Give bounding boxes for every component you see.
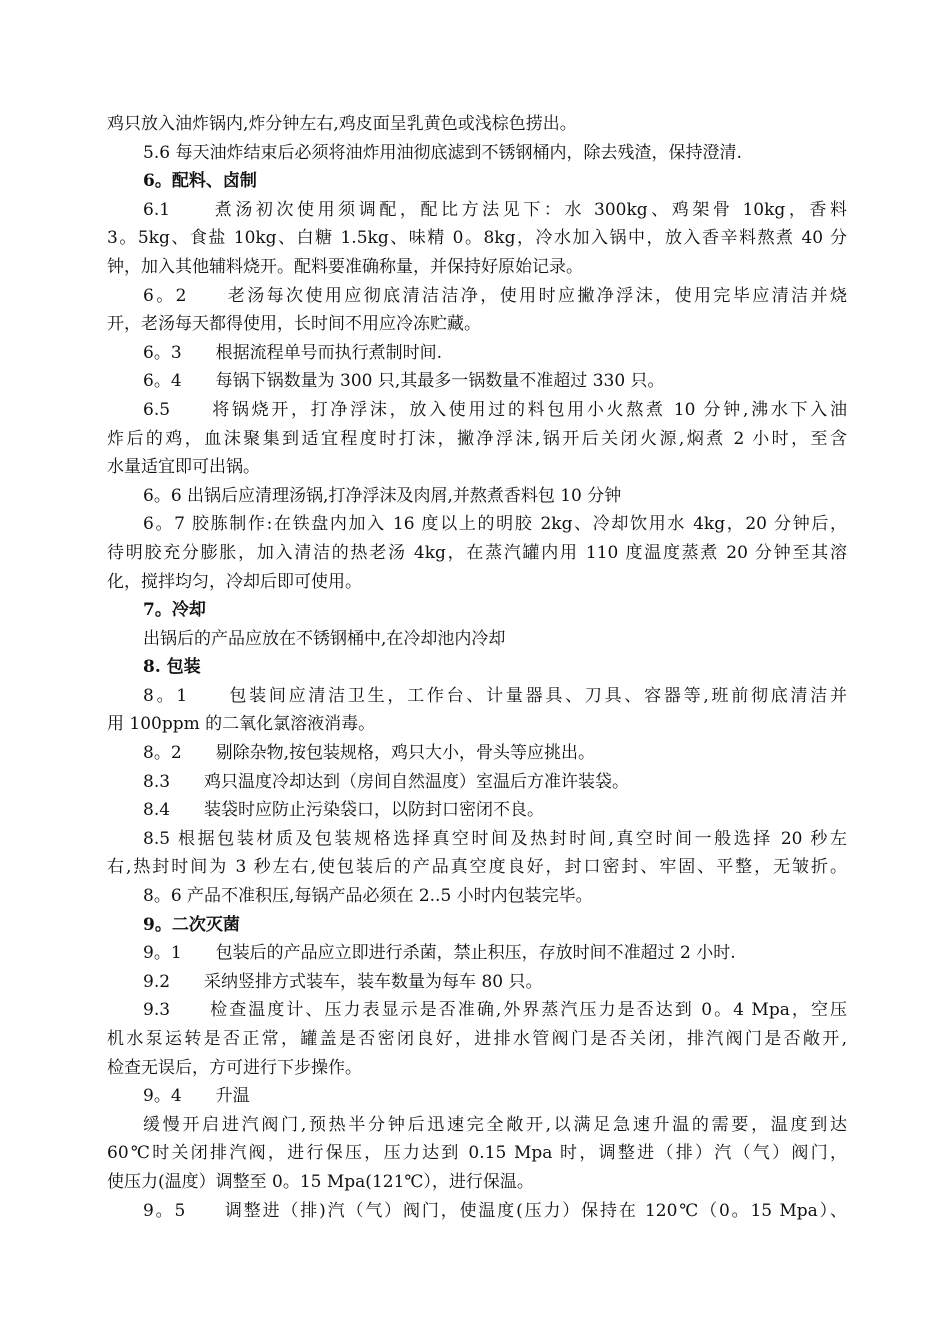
text-line: 8.3 鸡只温度冷却达到（房间自然温度）室温后方准许装袋。 (143, 771, 630, 792)
text-line: 9。5 调整进（排)汽（气）阀门，使温度(压力）保持在 120℃（0。15 Mpa）、 (143, 1200, 847, 1221)
text-line: 8.4 装袋时应防止污染袋口，以防封口密闭不良。 (143, 800, 545, 821)
text-line: 9.3 检查温度计、压力表显示是否准确,外界蒸汽压力是否达到 0。4 Mpa，空压 (143, 1000, 847, 1021)
text-line: 8。1 包装间应清洁卫生，工作台、计量器具、刀具、容器等,班前彻底清洁并 (143, 685, 847, 706)
text-line: 6。2 老汤每次使用应彻底清洁洁净，使用时应撇净浮沫，使用完毕应清洁并烧 (143, 285, 847, 306)
text-line: 9。4 升温 (143, 1086, 250, 1107)
text-line: 6。4 每锅下锅数量为 300 只,其最多一锅数量不准超过 330 只。 (143, 371, 665, 392)
text-line: 8。6 产品不准积压,每锅产品必须在 2..5 小时内包装完毕。 (143, 886, 593, 907)
text-line: 6.1 煮汤初次使用须调配，配比方法见下：水 300kg、鸡架骨 10kg，香料 (143, 199, 847, 220)
text-line: 右,热封时间为 3 秒左右,使包装后的产品真空度良好，封口密封、牢固、平整，无皱折。 (107, 857, 847, 878)
text-line: 水量适宜即可出锅。 (107, 457, 260, 478)
text-line: 机水泵运转是否正常，罐盖是否密闭良好，进排水管阀门是否关闭，排汽阀门是否敞开, (107, 1029, 847, 1049)
text-line: 缓慢开启进汽阀门,预热半分钟后迅速完全敞开,以满足急速升温的需要，温度到达 (143, 1114, 847, 1135)
text-line: 8。2 剔除杂物,按包装规格，鸡只大小，骨头等应挑出。 (143, 743, 596, 764)
text-line: 待明胶充分膨胀，加入清洁的热老汤 4kg，在蒸汽罐内用 110 度温度蒸煮 20 分钟至其溶 (107, 542, 847, 563)
text-line: 6。6 出锅后应清理汤锅,打净浮沫及肉屑,并熬煮香料包 10 分钟 (143, 485, 622, 506)
text-line: 化，搅拌均匀，冷却后即可使用。 (107, 571, 362, 592)
text-line: 检查无误后，方可进行下步操作。 (107, 1057, 362, 1078)
text-line: 使压力(温度）调整至 0。15 Mpa(121℃），进行保温。 (107, 1171, 534, 1192)
section-heading: 6。配料、卤制 (143, 171, 257, 192)
text-line: 钟，加入其他辅料烧开。配料要准确称量，并保持好原始记录。 (107, 256, 583, 277)
section-heading: 9。二次灭菌 (143, 914, 240, 935)
text-line: 出锅后的产品应放在不锈钢桶中,在冷却池内冷却 (143, 628, 506, 649)
text-line: 6。7 胶胨制作:在铁盘内加入 16 度以上的明胶 2kg、冷却饮用水 4kg，20 分钟后， (143, 514, 847, 535)
text-line: 9.2 采纳竖排方式装车，装车数量为每车 80 只。 (143, 971, 543, 992)
text-line: 炸后的鸡，血沫聚集到适宜程度时打沫，撇净浮沫,锅开后关闭火源,焖煮 2 小时，至含 (107, 428, 847, 449)
text-line: 开，老汤每天都得使用，长时间不用应冷冻贮藏。 (107, 314, 481, 335)
section-heading: 7。冷却 (143, 600, 206, 621)
text-line: 9。1 包装后的产品应立即进行杀菌，禁止积压，存放时间不准超过 2 小时. (143, 943, 736, 964)
section-heading: 8. 包装 (143, 657, 201, 678)
text-line: 5.6 每天油炸结束后必须将油炸用油彻底滤到不锈钢桶内，除去残渣，保持澄清. (143, 142, 742, 163)
text-line: 3。5kg、食盐 10kg、白糖 1.5kg、味精 0。8kg，冷水加入锅中，放入香辛料熬煮 40 分 (107, 228, 847, 249)
text-line: 用 100ppm 的二氧化氯溶液消毒。 (107, 714, 376, 735)
document-body (107, 110, 847, 1225)
text-line: 鸡只放入油炸锅内,炸分钟左右,鸡皮面呈乳黄色或浅棕色捞出。 (107, 114, 577, 134)
text-line: 6.5 将锅烧开，打净浮沫，放入使用过的料包用小火熬煮 10 分钟,沸水下入油 (143, 399, 847, 420)
text-line: 60℃时关闭排汽阀，进行保压，压力达到 0.15 Mpa 时，调整进（排）汽（气）阀门， (107, 1143, 847, 1164)
text-line: 8.5 根据包装材质及包装规格选择真空时间及热封时间,真空时间一般选择 20 秒左 (143, 828, 847, 849)
text-line: 6。3 根据流程单号而执行煮制时间. (143, 342, 443, 363)
